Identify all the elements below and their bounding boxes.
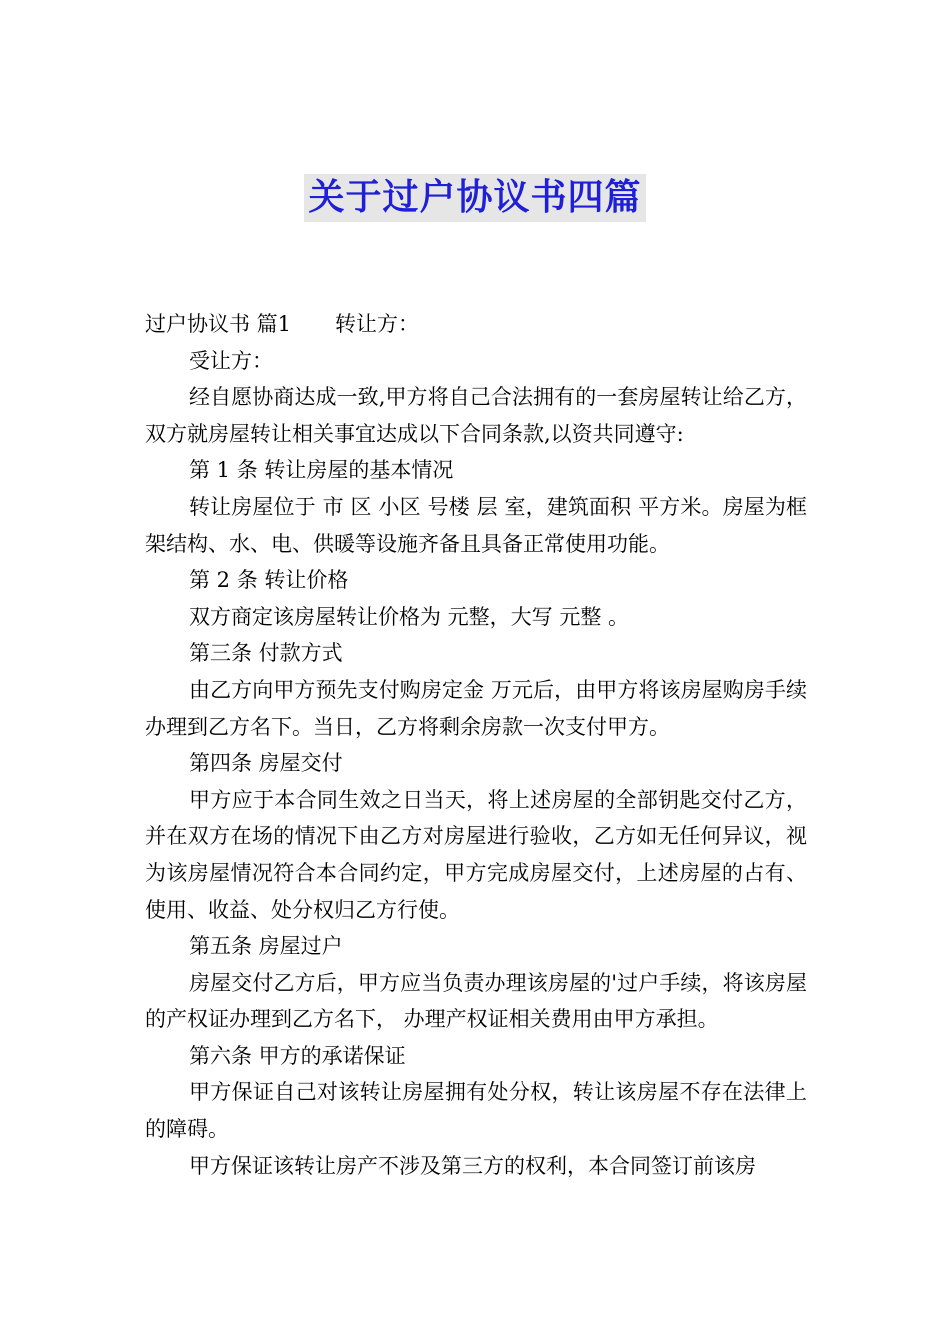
- document-title: 关于过户协议书四篇: [304, 174, 645, 222]
- section-label: 过户协议书 篇1: [145, 312, 292, 336]
- paragraph: 受让方：: [189, 348, 273, 373]
- clause-heading: 第四条 房屋交付: [189, 751, 343, 776]
- clause-heading: 第 2 条 转让价格: [189, 568, 349, 593]
- title-container: [0, 174, 950, 222]
- paragraph: 房屋交付乙方后，甲方应当负责办理该房屋的'过户手续，将该房屋的产权证办理到乙方名下， 办理产权证相关费用由甲方承担。: [145, 970, 807, 1032]
- transferor-label: 转让方：: [335, 312, 420, 336]
- paragraph: 转让房屋位于 市 区 小区 号楼 层 室，建筑面积 平方米。房屋为框架结构、水、电、供暖等设施齐备且具备正常使用功能。: [145, 494, 807, 556]
- paragraph: 甲方保证该转让房产不涉及第三方的权利，本合同签订前该房: [189, 1153, 756, 1178]
- clause-heading: 第 1 条 转让房屋的基本情况: [189, 458, 454, 483]
- document-body: [145, 306, 807, 1184]
- paragraph: 双方商定该房屋转让价格为 元整，大写 元整 。: [189, 604, 630, 629]
- paragraph: 经自愿协商达成一致,甲方将自己合法拥有的一套房屋转让给乙方，双方就房屋转让相关事宜达成以下合同条款,以资共同遵守:: [145, 385, 807, 446]
- paragraph: 甲方保证自己对该转让房屋拥有处分权，转让该房屋不存在法律上的障碍。: [145, 1080, 807, 1142]
- paragraph: 甲方应于本合同生效之日当天，将上述房屋的全部钥匙交付乙方，并在双方在场的情况下由乙方对房屋进行验收，乙方如无任何异议，视为该房屋情况符合本合同约定，甲方完成房屋交付，上述房屋的占有、使用、收益、处分权归乙方行使。: [145, 787, 807, 922]
- clause-heading: 第六条 甲方的承诺保证: [189, 1043, 406, 1068]
- clause-heading: 第五条 房屋过户: [189, 934, 343, 959]
- paragraph: 由乙方向甲方预先支付购房定金 万元后，由甲方将该房屋购房手续办理到乙方名下。当日，乙方将剩余房款一次支付甲方。: [145, 677, 807, 739]
- heading-line: [145, 306, 807, 343]
- clause-heading: 第三条 付款方式: [189, 641, 343, 666]
